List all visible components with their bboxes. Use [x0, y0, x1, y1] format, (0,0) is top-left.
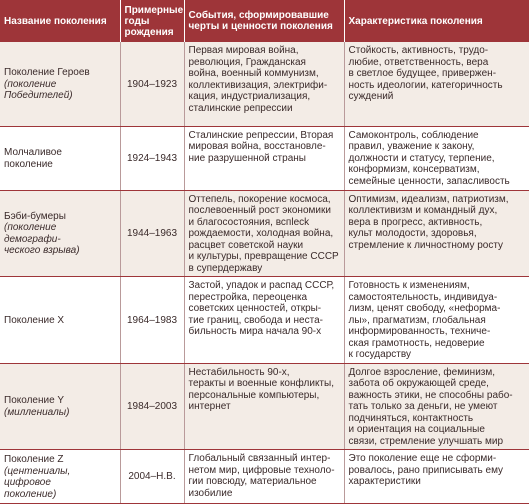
events-cell: Нестабильность 90-х, теракты и военные конфликты, персональные компьютеры, интернет — [184, 363, 344, 450]
birth-years-cell: 1904–1923 — [120, 42, 184, 126]
header-years: Примерные годы рождения — [120, 0, 184, 42]
traits-cell: Стойкость, активность, трудо- любие, ответственность, вера в светлое будущее, привержен- ность идеологии, категоричность суждений — [344, 42, 529, 126]
birth-years-cell: 1924–1943 — [120, 126, 184, 190]
birth-years-cell: 2004–Н.В. — [120, 450, 184, 504]
generation-name-cell: Бэби-бумеры (поколение демографи- ческого взрыва) — [0, 190, 120, 277]
generation-name-cell: Молчаливое поколение — [0, 126, 120, 190]
traits-cell: Оптимизм, идеализм, патриотизм, коллективизм и командный дух, вера в прогресс, активность, культ молодости, здоровья, стремление к личностному росту — [344, 190, 529, 277]
traits-cell: Самоконтроль, соблюдение правил, уважение к закону, должности и статусу, терпение, конформизм, консерватизм, семейные ценности, запасливость — [344, 126, 529, 190]
generation-name-cell: Поколение X — [0, 277, 120, 364]
traits-cell: Готовность к изменениям, самостоятельность, индивидуа- лизм, ценят свободу, «неформа- лы», прагматизм, глобальная информированность, техниче- ская грамотность, недоверие к государству — [344, 277, 529, 364]
events-cell: Сталинские репрессии, Вторая мировая война, восстановле- ние разрушенной страны — [184, 126, 344, 190]
birth-years-cell: 1944–1963 — [120, 190, 184, 277]
traits-cell: Это поколение еще не сформи- ровалось, рано приписывать ему характеристики — [344, 450, 529, 504]
events-cell: Глобальный связанный интер- нетом мир, цифровые техноло- гии повсюду, материальное изобилие — [184, 450, 344, 504]
events-cell: Первая мировая война, революция, Гражданская война, военный коммунизм, коллективизация, электрифи- кация, индустриализация, сталинские репрессии — [184, 42, 344, 126]
table-row — [0, 277, 529, 364]
generation-name-cell: Поколение Z (центениалы, цифровое поколение) — [0, 450, 120, 504]
events-cell: Оттепель, покорение космоса, послевоенный рост экономики и благосостояния, вспleck рождаемости, холодная война, расцвет советской науки и культуры, превращение СССР в супердержаву — [184, 190, 344, 277]
header-row — [0, 0, 529, 42]
birth-years-cell: 1984–2003 — [120, 363, 184, 450]
table-row — [0, 126, 529, 190]
generation-name-cell: Поколение Y (миллениалы) — [0, 363, 120, 450]
table-row — [0, 190, 529, 277]
table-row — [0, 450, 529, 504]
table-row — [0, 363, 529, 450]
header-events: События, сформировавшие черты и ценности поколения — [184, 0, 344, 42]
birth-years-cell: 1964–1983 — [120, 277, 184, 364]
traits-cell: Долгое взросление, феминизм, забота об окружающей среде, важность этики, не способны рабо- тать только за деньги, не умеют подчиняться, контактность и ориентация на социальные связи, стремление улучшать мир — [344, 363, 529, 450]
table-row — [0, 42, 529, 126]
header-name: Название поколения — [0, 0, 120, 42]
header-traits: Характеристика поколения — [344, 0, 529, 42]
generation-name-cell: Поколение Героев (поколение Победителей) — [0, 42, 120, 126]
events-cell: Застой, упадок и распад СССР, перестройка, переоценка советских ценностей, откры- тие границ, свобода и неста- бильность мира начала 90-х — [184, 277, 344, 364]
